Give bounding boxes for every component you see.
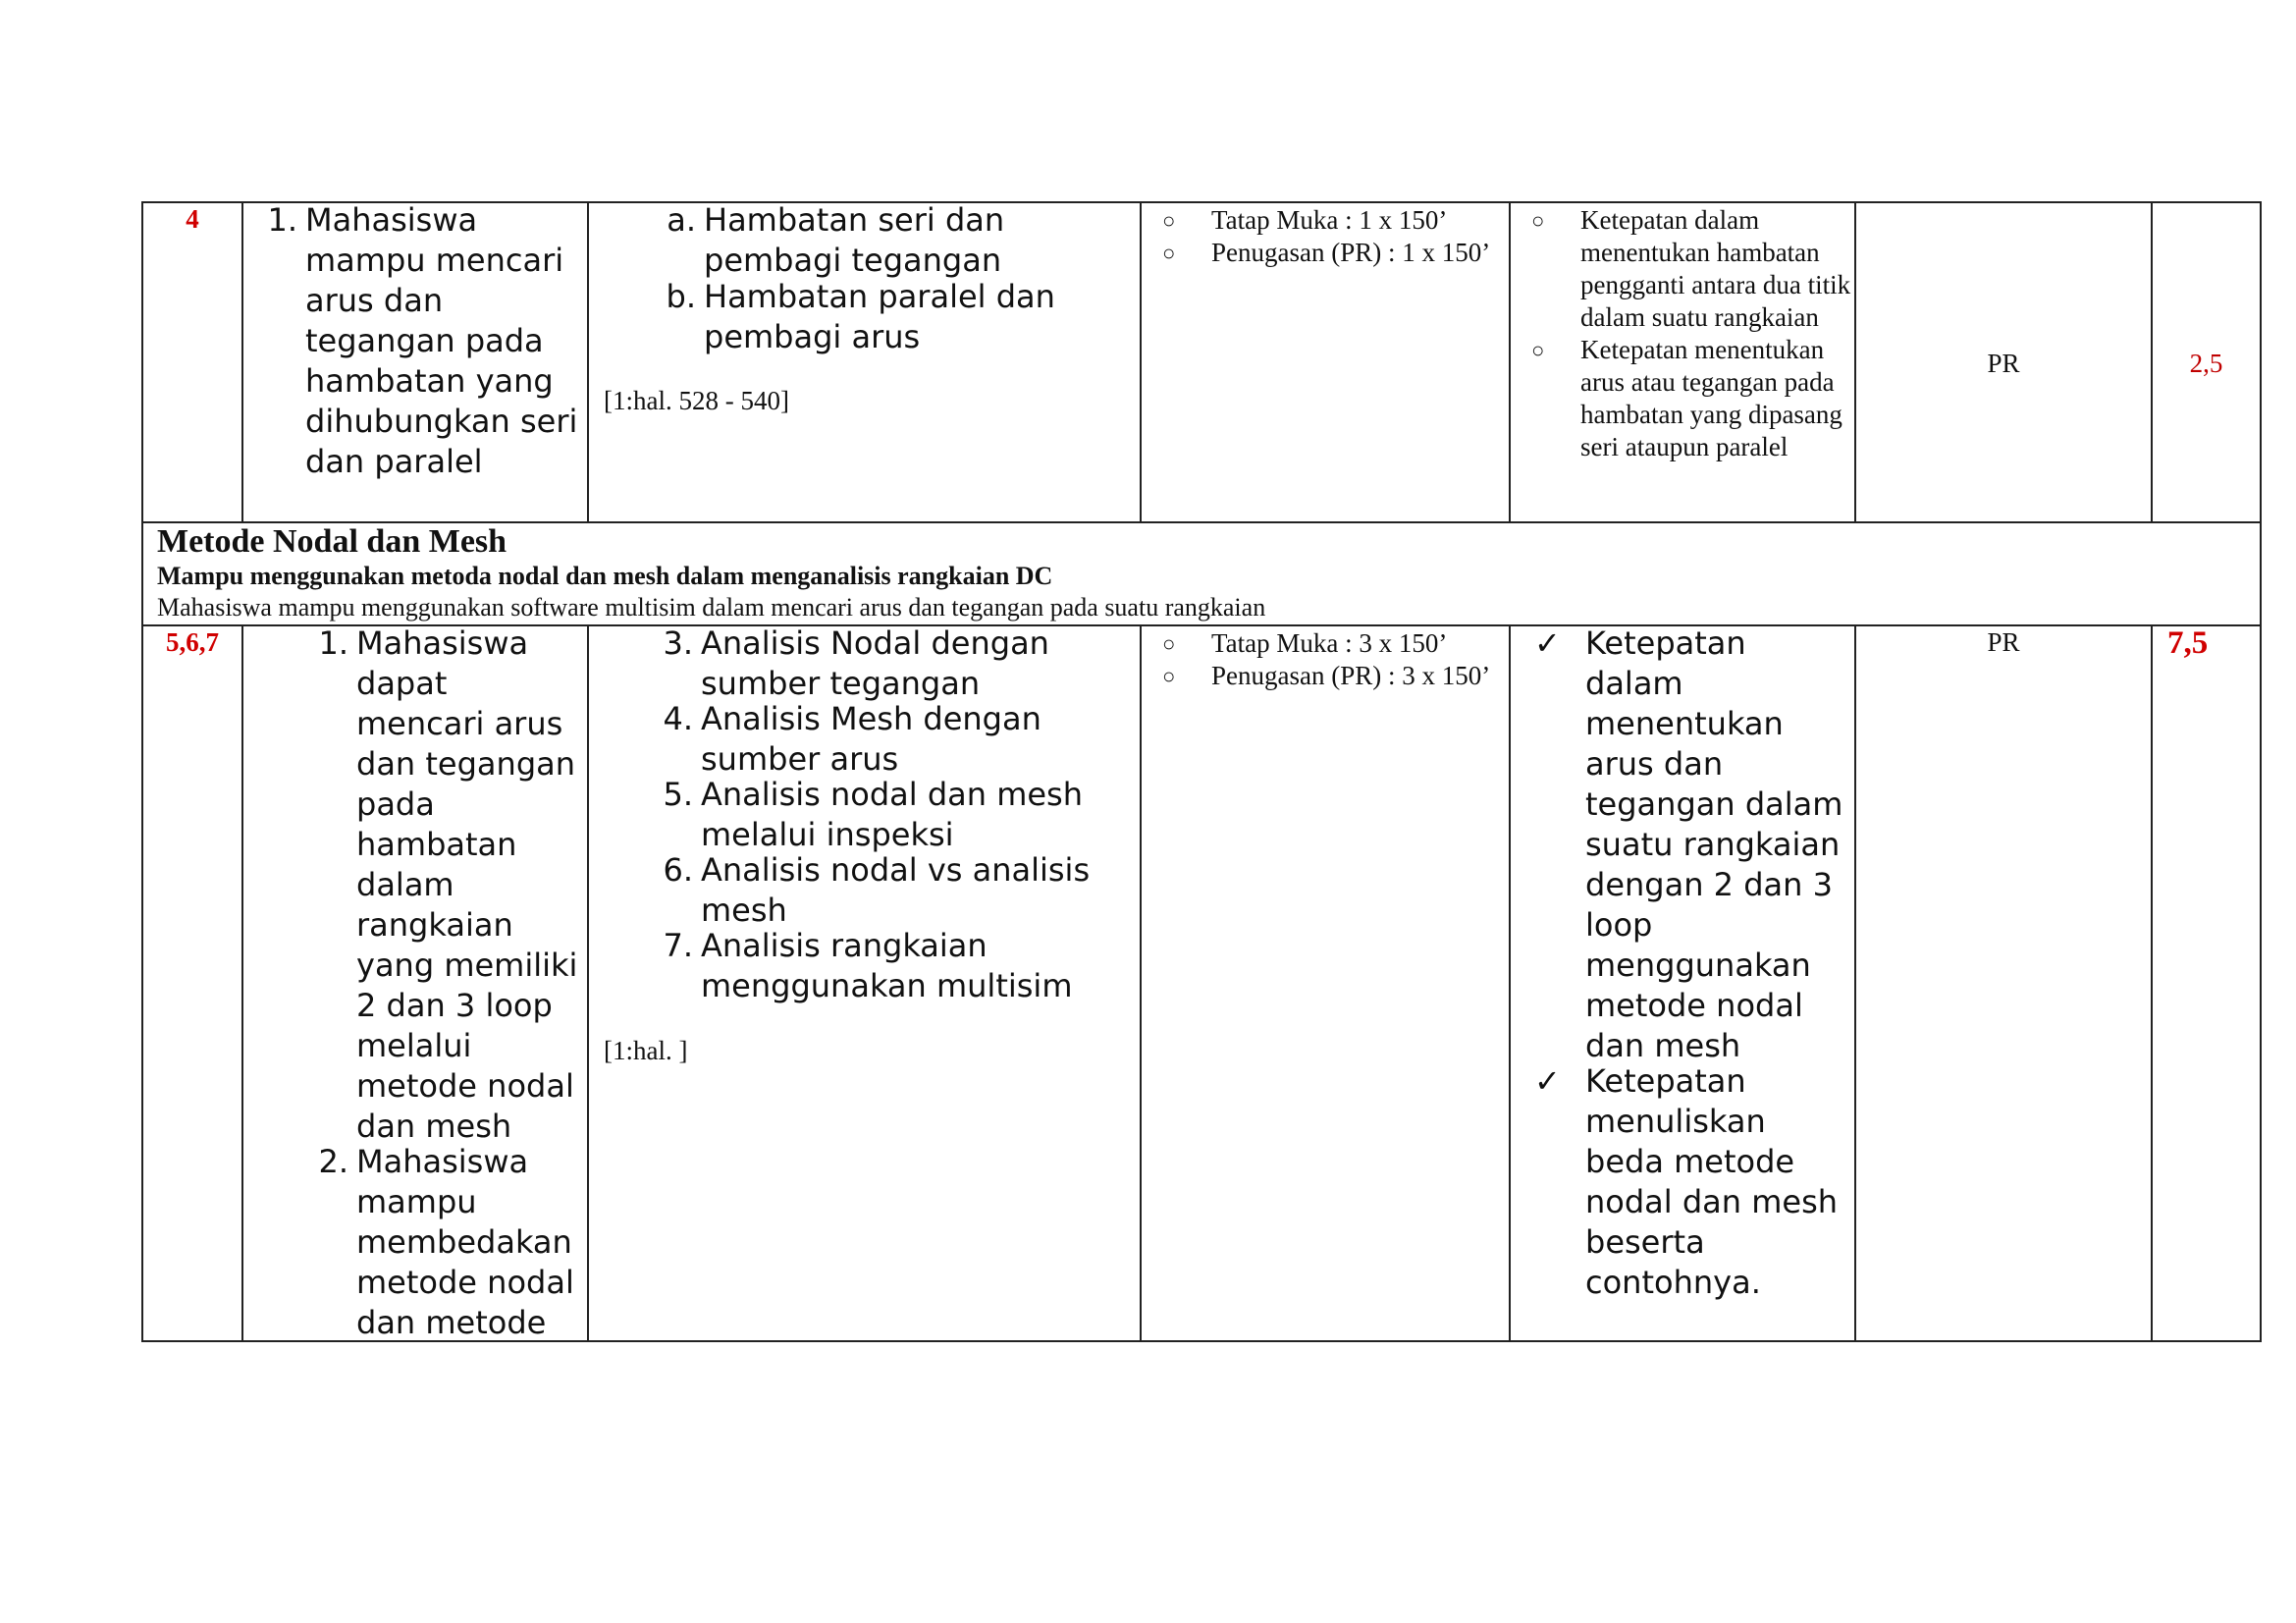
list-item: ○ Tatap Muka : 1 x 150’ xyxy=(1162,205,1448,235)
list-item: 4. Analisis Mesh dengan sumber arus xyxy=(663,700,1041,778)
list-item: 6. Analisis nodal vs analisis mesh xyxy=(663,851,1091,929)
assessment-type: PR xyxy=(1987,627,2020,657)
col-divider-6 xyxy=(2151,624,2153,1342)
circle-bullet-icon: ○ xyxy=(1162,241,1176,265)
list-item: 1. Mahasiswa dapat mencari arus dan tegangan pada hambatan dalam rangkaian yang memiliki 2 dan 3 loop melalui metode nodal dan mesh xyxy=(318,624,578,1145)
circle-bullet-icon: ○ xyxy=(1162,664,1176,688)
col-divider-4 xyxy=(1509,624,1511,1342)
checkmark-icon: ✓ xyxy=(1534,624,1561,662)
list-item: b. Hambatan paralel dan pembagi arus xyxy=(666,278,1055,355)
col-divider-4 xyxy=(1509,201,1511,523)
reference: [1:hal. 528 - 540] xyxy=(604,386,789,415)
table-border-right xyxy=(2260,201,2262,1342)
col-divider-3 xyxy=(1140,201,1142,523)
assessment-type: PR xyxy=(1987,349,2020,378)
indicators-list xyxy=(1534,623,1850,1303)
reference: [1:hal. ] xyxy=(604,1036,688,1065)
list-item: ○ Penugasan (PR) : 3 x 150’ xyxy=(1162,661,1491,690)
section-subtitle: Mampu menggunakan metoda nodal dan mesh dalam menganalisis rangkaian DC xyxy=(157,562,1053,590)
circle-bullet-icon: ○ xyxy=(1162,208,1176,233)
col-divider-3 xyxy=(1140,624,1142,1342)
list-item: 3. Analisis Nodal dengan sumber tegangan xyxy=(663,624,1049,702)
col-divider-1 xyxy=(241,201,243,523)
list-item: ○ Tatap Muka : 3 x 150’ xyxy=(1162,628,1448,658)
list-item: ○ Penugasan (PR) : 1 x 150’ xyxy=(1162,238,1491,267)
list-item: 7. Analisis rangkaian menggunakan multisim xyxy=(663,927,1073,1004)
methods-list xyxy=(1162,204,1496,269)
materials-list xyxy=(663,623,1123,1006)
indicators-list xyxy=(1531,204,1853,463)
week-number: 5,6,7 xyxy=(166,627,219,657)
week-number: 4 xyxy=(186,204,199,234)
list-item: 5. Analisis nodal dan mesh melalui inspeksi xyxy=(663,776,1083,853)
list-item: ○ Ketepatan menentukan arus atau tegangan pada hambatan yang dipasang seri ataupun paralel xyxy=(1531,335,1842,461)
checkmark-icon: ✓ xyxy=(1534,1062,1561,1100)
list-item: ✓ Ketepatan menuliskan beda metode nodal dan mesh beserta contohnya. xyxy=(1534,1062,1839,1301)
circle-bullet-icon: ○ xyxy=(1531,208,1545,233)
weight-value: 2,5 xyxy=(2189,349,2223,378)
table-border-left xyxy=(141,201,143,1342)
circle-bullet-icon: ○ xyxy=(1162,631,1176,656)
col-divider-1 xyxy=(241,624,243,1342)
objectives-list xyxy=(318,623,584,1343)
materials-list xyxy=(666,200,1116,357)
weight-value: 7,5 xyxy=(2167,625,2209,661)
objectives-list xyxy=(267,200,582,482)
col-divider-2 xyxy=(587,201,589,523)
section-title: Metode Nodal dan Mesh xyxy=(157,523,507,560)
list-item: 1. Mahasiswa mampu mencari arus dan tegangan pada hambatan yang dihubungkan seri dan paralel xyxy=(267,201,578,480)
list-item: ✓ Ketepatan dalam menentukan arus dan tegangan dalam suatu rangkaian dengan 2 dan 3 loop menggunakan metode nodal dan mesh xyxy=(1534,624,1843,1064)
section-description: Mahasiswa mampu menggunakan software multisim dalam mencari arus dan tegangan pada suatu rangkaian xyxy=(157,593,1266,622)
col-divider-2 xyxy=(587,624,589,1342)
methods-list xyxy=(1162,627,1496,692)
list-item: 2. Mahasiswa mampu membedakan metode nodal dan metode xyxy=(318,1143,574,1341)
list-item: ○ Ketepatan dalam menentukan hambatan pengganti antara dua titik dalam suatu rangkaian xyxy=(1531,205,1851,332)
col-divider-5 xyxy=(1854,624,1856,1342)
list-item: a. Hambatan seri dan pembagi tegangan xyxy=(667,201,1005,279)
circle-bullet-icon: ○ xyxy=(1531,338,1545,362)
